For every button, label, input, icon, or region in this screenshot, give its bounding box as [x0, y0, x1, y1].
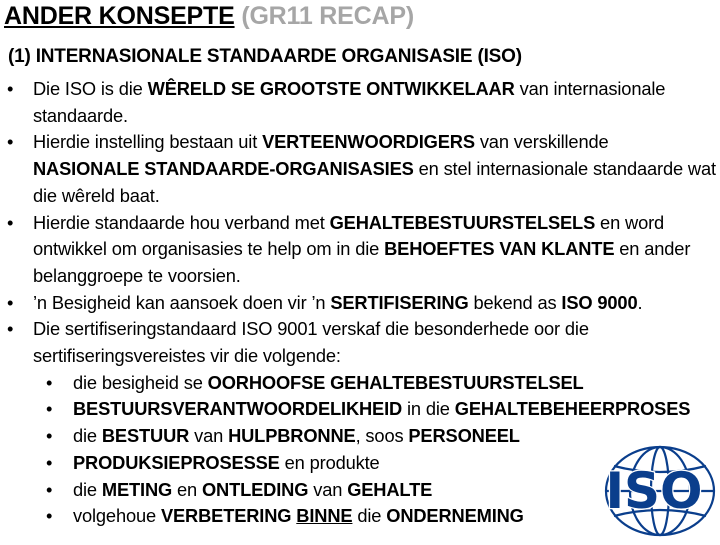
bullet-icon: • — [46, 425, 53, 447]
list-item: • Hierdie instelling bestaan uit VERTEENWOORDIGERS van verskillende NASIONALE STANDAARDE-ORGANISASIES en stel internasionale standaarde wat die wêreld baat. — [7, 131, 716, 206]
bullet-icon: • — [7, 131, 14, 153]
title-sub: (GR11 RECAP) — [241, 2, 414, 30]
page-title — [4, 2, 414, 31]
list-item: • Die sertifiseringstandaard ISO 9001 verskaf die besonderhede oor die sertifiseringsvereistes vir die volgende: — [7, 318, 589, 367]
bullet-icon: • — [46, 478, 53, 500]
bullet-icon: • — [46, 451, 53, 473]
list-item: • ’n Besigheid kan aansoek doen vir ’n SERTIFISERING bekend as ISO 9000. — [2, 290, 716, 317]
iso-logo-icon — [588, 442, 720, 540]
sub-list-item: • die besigheid se OORHOOFSE GEHALTEBESTUURSTELSEL — [2, 370, 716, 397]
sub-list-item: • BESTUURSVERANTWOORDELIKHEID in die GEHALTEBEHEERPROSES — [2, 396, 716, 423]
iso-logo-text: ISO — [605, 462, 703, 520]
sub-list-item: • die METING en ONTLEDING van GEHALTE — [2, 477, 716, 504]
bullet-icon: • — [7, 78, 14, 99]
sub-list-item: • PRODUKSIEPROSESSE en produkte — [2, 450, 716, 477]
bullet-icon: • — [46, 505, 53, 527]
sub-list-item: • volgehoue VERBETERING BINNE die ONDERNEMING — [2, 503, 716, 530]
bullet-icon: • — [7, 318, 14, 340]
list-item: • Die ISO is die WÊRELD SE GROOTSTE ONTWIKKELAAR van internasionale standaarde. — [7, 78, 666, 126]
bullet-icon: • — [46, 371, 53, 393]
bullet-icon: • — [7, 211, 14, 233]
section-heading: (1) INTERNASIONALE STANDAARDE ORGANISASIE (ISO) — [8, 46, 522, 67]
sub-list-item: • die BESTUUR van HULPBRONNE, soos PERSONEEL — [2, 423, 716, 450]
bullet-icon: • — [7, 291, 14, 313]
title-main: ANDER KONSEPTE — [4, 2, 235, 30]
list-item: • Hierdie standaarde hou verband met GEHALTEBESTUURSTELSELS en word ontwikkel om organisasies te help om in die BEHOEFTES VAN KLANTE en ander belanggroepe te voorsien. — [7, 211, 691, 286]
bullet-icon: • — [46, 398, 53, 420]
